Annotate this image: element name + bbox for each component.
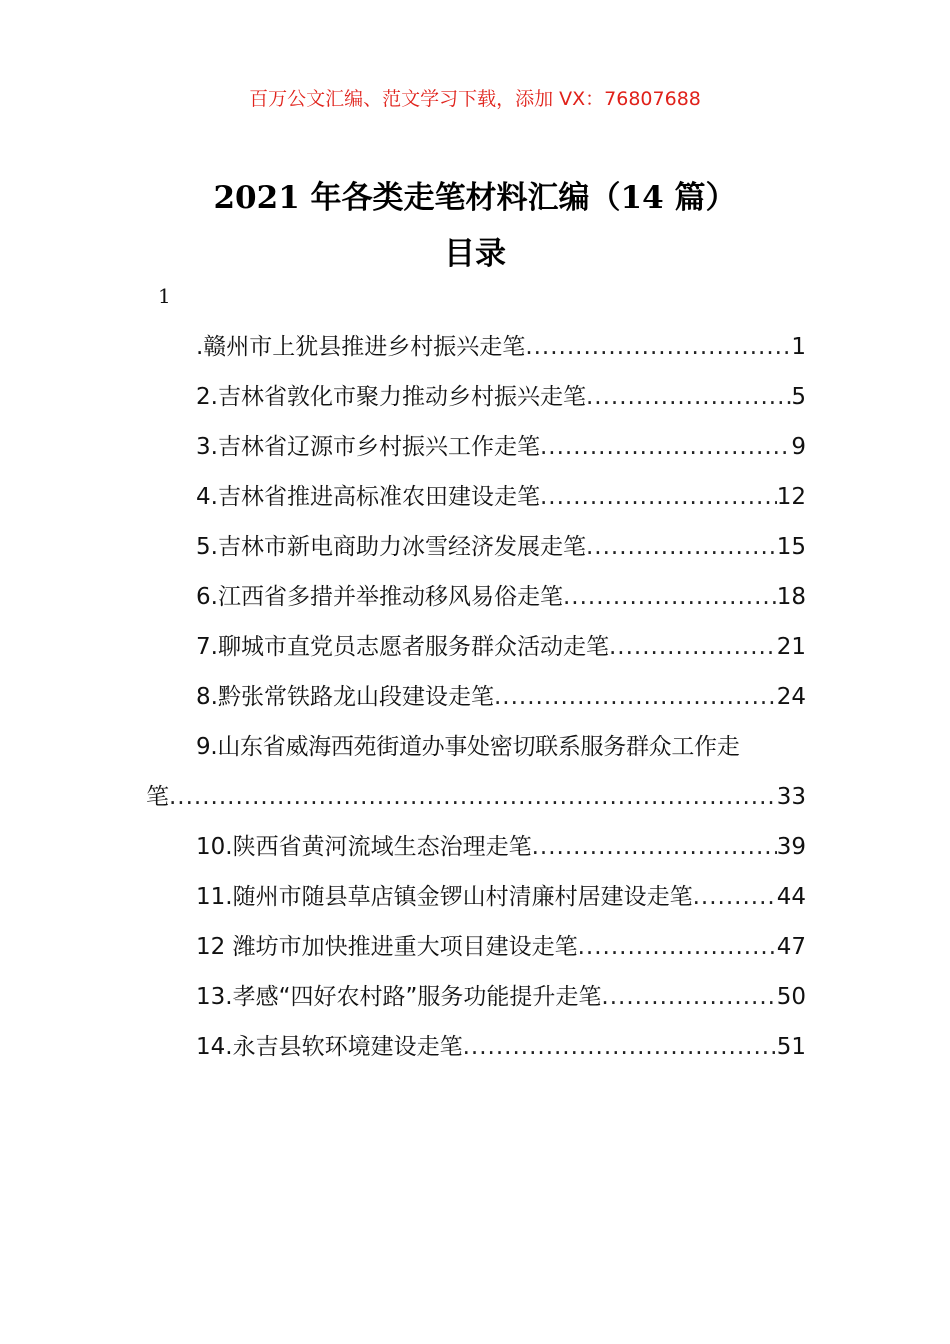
toc-entry-label: 14.永吉县软环境建设走笔 <box>196 1034 463 1060</box>
dot-leader <box>586 374 791 420</box>
toc-entry-page: 18 <box>776 584 806 610</box>
toc-entry-page: 15 <box>776 534 806 560</box>
toc-entry-page: 21 <box>776 634 806 660</box>
toc-entry-page: 1 <box>791 334 806 360</box>
toc-entry-page: 47 <box>776 934 806 960</box>
toc-entry-page: 44 <box>776 884 806 910</box>
dot-leader <box>601 974 776 1020</box>
toc-entry-label: 11.随州市随县草店镇金锣山村清廉村居建设走笔 <box>196 884 693 910</box>
toc-entry-7[interactable] <box>146 624 806 674</box>
toc-entry-page: 33 <box>776 784 806 810</box>
document-title: 2021 年各类走笔材料汇编（14 篇） <box>213 180 737 216</box>
toc-entry-label: 12 潍坊市加快推进重大项目建设走笔 <box>196 934 578 960</box>
dot-leader <box>578 924 777 970</box>
toc-entry-page: 9 <box>791 434 806 460</box>
toc-entry-page: 12 <box>776 484 806 510</box>
toc-entry-label: 6.江西省多措并举推动移风易俗走笔 <box>196 584 563 610</box>
toc-entry-label: 2.吉林省敦化市聚力推动乡村振兴走笔 <box>196 384 586 410</box>
toc-entry-4[interactable] <box>146 474 806 524</box>
toc-entry-label: 10.陕西省黄河流域生态治理走笔 <box>196 834 532 860</box>
dot-leader <box>532 824 777 870</box>
toc-entry-label: 8.黔张常铁路龙山段建设走笔 <box>196 684 494 710</box>
toc-entry-1[interactable] <box>146 324 806 374</box>
dot-leader <box>540 474 777 520</box>
toc-entry-8[interactable] <box>146 674 806 724</box>
toc-entry-label: 4.吉林省推进高标准农田建设走笔 <box>196 484 540 510</box>
toc-entry-2[interactable] <box>146 374 806 424</box>
toc-entry-label: .赣州市上犹县推进乡村振兴走笔 <box>196 334 526 360</box>
toc-entry-label: 9.山东省威海西苑街道办事处密切联系服务群众工作走 <box>196 734 740 760</box>
dot-leader <box>525 324 791 370</box>
toc-entry-5[interactable] <box>146 524 806 574</box>
toc-entry-label: 13.孝感“四好农村路”服务功能提升走笔 <box>196 984 602 1010</box>
watermark-header: 百万公文汇编、范文学习下载，添加 VX：76807688 <box>249 88 701 110</box>
dot-leader <box>609 624 777 670</box>
dot-leader <box>463 1024 777 1070</box>
toc-entry-page: 50 <box>776 984 806 1010</box>
toc-entry-page: 24 <box>776 684 806 710</box>
toc-entry-14[interactable] <box>146 1024 806 1074</box>
dot-leader <box>540 424 791 470</box>
toc-heading: 目录 <box>444 236 506 272</box>
toc-entry-10[interactable] <box>146 824 806 874</box>
toc-entry-13[interactable] <box>146 974 806 1024</box>
toc-entry-12[interactable] <box>146 924 806 974</box>
toc-entry-6[interactable] <box>146 574 806 624</box>
toc-entry-label: 7.聊城市直党员志愿者服务群众活动走笔 <box>196 634 609 660</box>
toc-entry-9[interactable] <box>146 724 806 824</box>
toc-entry-continuation <box>146 774 806 824</box>
dot-leader <box>563 574 777 620</box>
toc-entry-label-cont: 笔 <box>146 784 169 810</box>
table-of-contents <box>146 324 806 1074</box>
toc-entry-3[interactable] <box>146 424 806 474</box>
toc-entry-page: 39 <box>776 834 806 860</box>
dot-leader <box>169 774 777 820</box>
stray-number: 1 <box>158 284 171 308</box>
toc-entry-page: 51 <box>776 1034 806 1060</box>
dot-leader <box>494 674 777 720</box>
toc-entry-label: 5.吉林市新电商助力冰雪经济发展走笔 <box>196 534 586 560</box>
dot-leader <box>693 874 777 920</box>
toc-entry-page: 5 <box>791 384 806 410</box>
toc-entry-11[interactable] <box>146 874 806 924</box>
dot-leader <box>586 524 777 570</box>
toc-entry-label: 3.吉林省辽源市乡村振兴工作走笔 <box>196 434 540 460</box>
